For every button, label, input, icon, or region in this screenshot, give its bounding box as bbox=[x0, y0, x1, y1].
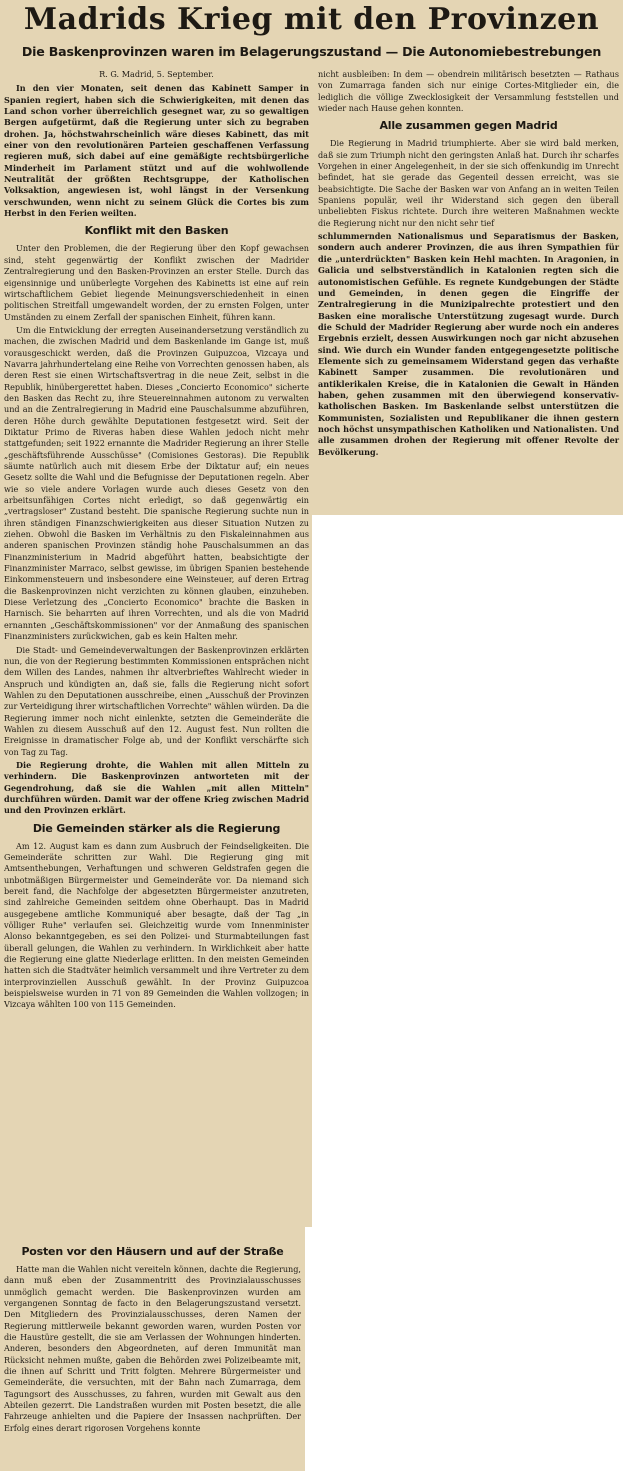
paragraph-posten-1: Hatte man die Wahlen nicht vereiteln können, dachte die Regierung, dann muß eben der Zusammentritt des Provinzialausschusses unmöglich gemacht werden. Die Baskenprovinzen wurden am vergangenen Sonntag de facto in den Belagerungszustand versetzt. Den Mitgliedern des Provinzialausschusses, deren Namen der Regierung mittlerweile bekannt geworden waren, wurden Posten vor die Haustüre gestellt, die sie am Verlassen der Wohnungen hinderten. Anderen, besonders den Abgeordneten, auf deren Immunität man Rücksicht nehmen mußte, gaben die Behörden zwei Polizeibeamte mit, die ihnen auf Schritt und Tritt folgten. Mehrere Bürgermeister und Gemeinderäte, die versuchten, mit der Bahn nach Zumarraga, dem Tagungsort des Ausschusses, zu fahren, wurden mit Gewalt aus den Abteilen gezerrt. Die Landstraßen wurden mit Posten besetzt, die alle Fahrzeuge anhielten und die Papiere der Insassen nachprüften. Der Erfolg eines derart rigorosen Vorgehens konnte bbox=[4, 1264, 301, 1433]
section-heading-alle: Alle zusammen gegen Madrid bbox=[379, 119, 558, 133]
section-heading-gemeinden: Die Gemeinden stärker als die Regierung bbox=[32, 821, 281, 835]
dateline-paragraph bbox=[4, 69, 309, 80]
paragraph-konflikt-4: Die Regierung drohte, die Wahlen mit allen Mitteln zu verhindern. Die Baskenprovinzen antworteten mit der Gegendrohung, daß sie die Wahlen „mit allen Mitteln" durchführen würden. Damit war der offene Krieg zwischen Madrid und den Provinzen erklärt. bbox=[4, 759, 309, 816]
dateline: R. G. Madrid, 5. September. bbox=[99, 69, 214, 79]
paragraph-konflikt-3: Die Stadt- und Gemeindeverwaltungen der Baskenprovinzen erklärten nun, die von der Regierung bestimmten Kommissionen entsprächen nicht dem Willen des Landes, nahmen ihr altverbrieftes Wahlrecht wieder in Anspruch und kündigten an, daß sie, falls die Regierung nicht sofort Wahlen zu den Deputationen ausschreibe, einen „Ausschuß der Provinzen zur Verteidigung ihrer wirtschaftlichen Vorrechte" wählen würden. Da die Regierung immer noch nicht einlenkte, setzten die Gemeinderäte die Wahlen zu diesem Ausschuß auf den 12. August fest. Nun rollten die Ereignisse in dramatischer Folge ab, und der Konflikt verschärfte sich von Tag zu Tag. bbox=[4, 644, 309, 757]
paragraph-continuation: nicht ausbleiben: In dem — obendrein militärisch besetzten — Rathaus von Zumarraga fanden sich nur einige Cortes-Mitglieder ein, die lediglich die völlige Zwecklosigkeit der Versammlung feststellen und wieder nach Hause gehen konnten. bbox=[318, 69, 619, 114]
paragraph-alle-2: schlummernden Nationalismus und Separatismus der Basken, sondern auch anderer Provinzen, die aus ihren Sympathien für die „unterdrückten" Basken kein Hehl machten. In Aragonien, in Galicia und selbstverständlich in Katalonien regten sich die autonomistischen Gefühle. Es regnete Kundgebungen der Städte und Gemeinden, in denen gegen die Eingriffe der Zentralregierung in die Munizipalrechte protestiert und den Basken eine moralische Unterstützung zugesagt wurde. Durch die Schuld der Madrider Regierung aber wurde noch ein anderes Ergebnis erzielt, dessen Auswirkungen noch gar nicht abzusehen sind. Wie durch ein Wunder fanden entgegengesetzte politische Elemente sich zu gemeinsamem Widerstand gegen das verhaßte Kabinett Samper zusammen. Die revolutionären und antiklerikalen Kreise, die in Katalonien die Gewalt in Händen haben, gehen zusammen mit den überwiegend konservativ-katholischen Basken. Im Baskenlande selbst unterstützen die Kommunisten, Sozialisten und Republikaner die ihnen gestern noch höchst unsympathischen Katholiken und Nationalisten. Und alle zusammen drohen der Regierung mit offener Revolte der Bevölkerung. bbox=[318, 231, 619, 457]
article-headline: Madrids Krieg mit den Provinzen bbox=[23, 2, 600, 37]
section-heading-konflikt: Konflikt mit den Basken bbox=[84, 224, 229, 238]
article-column-bottom bbox=[4, 1240, 301, 1436]
intro-paragraph: In den vier Monaten, seit denen das Kabinett Samper in Spanien regiert, haben sich die Schwierigkeiten, mit denen das Land schon vorher überreichlich gesegnet war, zu so gewaltigen Bergen aufgetürmt, daß die Regierung unter sich zu begraben drohen. Ja, höchstwahrscheinlich wäre dieses Kabinett, das mit einer von den revolutionären Parteien geschaffenen Verfassung regieren muß, sich dabei auf eine gemäßigte rechtsbürgerliche Minderheit im Parlament stützt und auf die wohlwollende Neutralität der größten Rechtsgruppe, der Katholischen Volksaktion, angewiesen ist, wohl längst in der Versenkung verschwunden, wenn nicht zu seinem Glück die Cortes bis zum Herbst in den Ferien weilten. bbox=[4, 83, 309, 219]
paragraph-gemeinden-1: Am 12. August kam es dann zum Ausbruch der Feindseligkeiten. Die Gemeinderäte schritten zur Wahl. Die Regierung ging mit Amtsenthebungen, Verhaftungen und schweren Geldstrafen gegen die unbotmäßigen Bürgermeister und Gemeinderäte vor. Da niemand sich bereit fand, die Nachfolge der abgesetzten Bürgermeister anzutreten, sind zahlreiche Gemeinden seitdem ohne Oberhaupt. Das in Madrid ausgegebene amtliche Kommuniqué aber besagte, daß der Tag „in völliger Ruhe" verlaufen sei. Gleichzeitig wurde vom Innenminister Alonso bekanntgegeben, es sei den Polizei- und Sturmabteilungen fast überall gelungen, die Wahlen zu verhindern. In Wirklichkeit aber hatte die Regierung eine glatte Niederlage erlitten. In den meisten Gemeinden hatten sich die Stadtväter heimlich versammelt und ihre Vertreter zu dem interprovinziellen Ausschuß gewählt. In der Provinz Guipuzcoa beispielsweise wurden in 71 von 89 Gemeinden die Wahlen vollzogen; in Vizcaya wählten 100 von 115 Gemeinden. bbox=[4, 840, 309, 1010]
paragraph-alle-1: Die Regierung in Madrid triumphierte. Aber sie wird bald merken, daß sie zum Triumph nicht den geringsten Anlaß hat. Durch ihr scharfes Vorgehen in einer Angelegenheit, in der sie sich offenkundig im Unrecht befindet, hat sie gerade das Gegenteil dessen erreicht, was sie beabsichtigte. Die Sache der Basken war von Anfang an in weiten Teilen Spaniens populär, weil ihr Widerstand sich gegen den überall unbeliebten Fiskus richtete. Durch ihre weiteren Maßnahmen weckte die Regierung nicht nur den nicht sehr tief bbox=[318, 138, 619, 228]
article-column-right bbox=[318, 69, 619, 460]
section-heading-posten: Posten vor den Häusern und auf der Straße bbox=[21, 1245, 284, 1258]
paragraph-konflikt-1: Unter den Problemen, die der Regierung über den Kopf gewachsen sind, steht gegenwärtig der Konflikt zwischen der Madrider Zentralregierung und den Basken-Provinzen an erster Stelle. Durch das eigensinnige und unüberlegte Vorgehen des Kabinetts ist eine auf rein wirtschaftlichem Gebiet liegende Meinungsverschiedenheit in einen politischen Streitfall umgewandelt worden, der zu ernsten Folgen, unter Umständen zu einem Zerfall der spanischen Einheit, führen kann. bbox=[4, 243, 309, 322]
paragraph-konflikt-2: Um die Entwicklung der erregten Auseinandersetzung verständlich zu machen, die zwischen Madrid und dem Baskenlande im Gange ist, muß vorausgeschickt werden, daß die Provinzen Guipuzcoa, Vizcaya und Navarra jahrhundertelang eine Reihe von Vorrechten genossen haben, als deren Rest sie einen Wirtschaftsvertrag in die neue Zeit, selbst in die Republik, hinübergerettet haben. Dieses „Concierto Economico" sicherte den Basken das Recht zu, ihre Steuereinnahmen autonom zu verwalten und an die Zentralregierung in Madrid eine Pauschalsumme abzuführen, deren Höhe durch gewählte Deputationen festgesetzt wird. Seit der Diktatur Primo de Riveras haben diese Wahlen jedoch nicht mehr stattgefunden; seit 1922 ernannte die Madrider Regierung an ihrer Stelle „geschäftsführende Ausschüsse" (Comisiones Gestoras). Die Republik säumte natürlich auch mit diesem Erbe der Diktatur auf; ein neues Gesetz sollte die Wahl und die Befugnisse der Deputationen regeln. Aber wie so viele andere Vorlagen wurde auch dieses Gesetz von den arbeitsunfähigen Cortes nicht erledigt, so daß gegenwärtig ein „vertragsloser" Zustand besteht. Die spanische Regierung suchte nun in ihren ständigen Finanzschwierigkeiten aus dieser Situation Nutzen zu ziehen. Obwohl die Basken im Verhältnis zu den Fiskaleinnahmen aus anderen spanischen Provinzen ständig hohe Pauschalsummen an das Finanzministerium in Madrid abgeführt hatten, beabsichtigte der Finanzminister Marraco, selbst gewisse, im übrigen Spanien bestehende Einkommensteuern und insbesondere eine Weinsteuer, auf deren Ertrag die Baskenprovinzen nicht verzichten zu können glauben, einzuheben. Diese Verletzung des „Concierto Economico" brachte die Basken in Harnisch. Sie beharrten auf ihren Vorrechten, und als die von Madrid ernannten „Geschäftskommissionen" vor der Anmaßung des spanischen Finanzministers zurückwichen, gab es kein Halten mehr. bbox=[4, 324, 309, 642]
article-column-left bbox=[4, 69, 309, 1013]
article-subheadline: Die Baskenprovinzen waren im Belagerungszustand — Die Autonomiebestrebungen bbox=[21, 44, 602, 59]
